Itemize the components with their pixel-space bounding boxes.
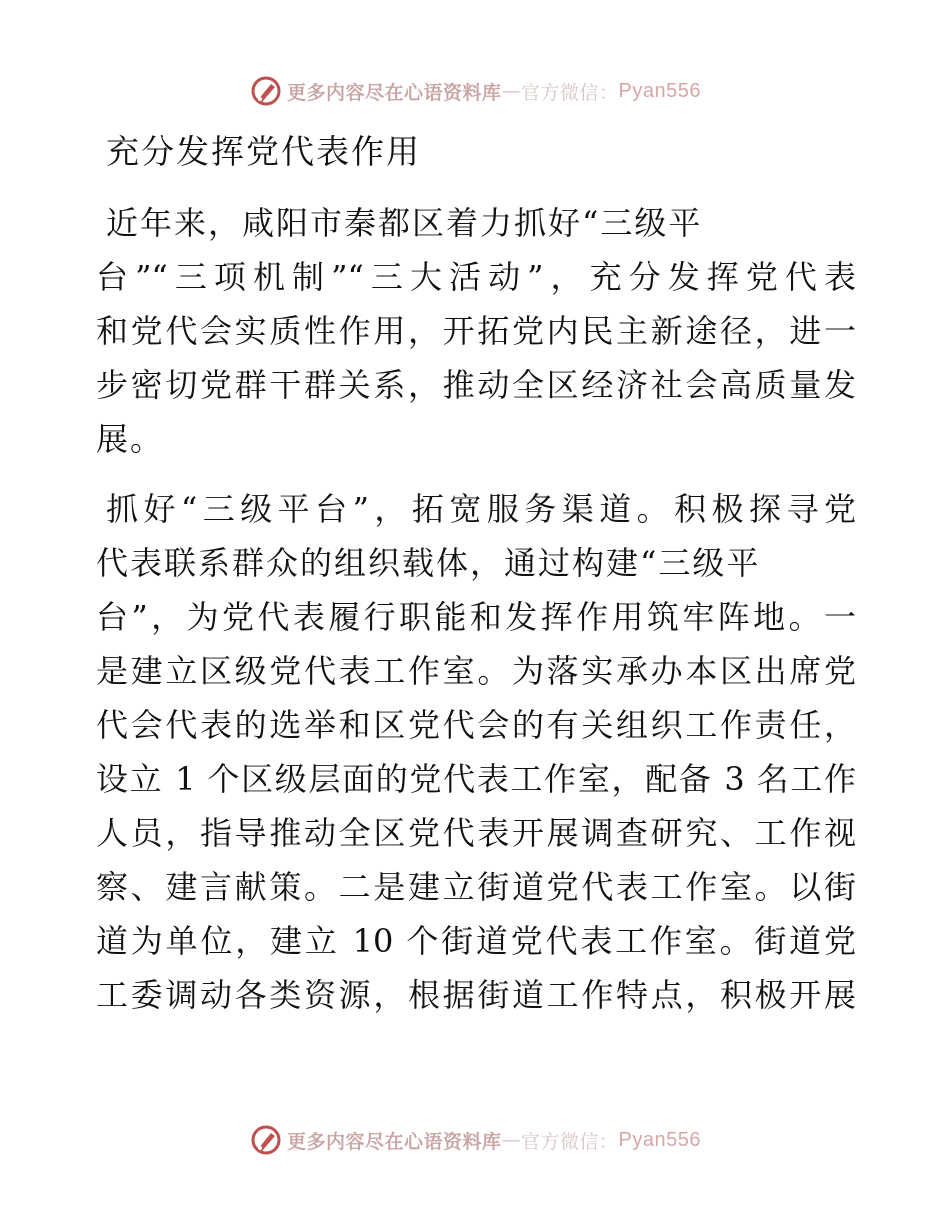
text-line: 是建立区级党代表工作室。为落实承办本区出席党 — [96, 652, 856, 690]
pen-logo-icon — [249, 74, 283, 108]
text-line: 道为单位，建立 10 个街道党代表工作室。街道党 — [96, 922, 856, 960]
paragraph — [96, 196, 856, 466]
watermark-text: 更多内容尽在心语资料库 — [287, 81, 502, 104]
text-line: 工委调动各类资源，根据街道工作特点，积极开展 — [96, 976, 856, 1014]
text-line: 代会代表的选举和区党代会的有关组织工作责任， — [96, 706, 856, 744]
document-title: 充分发挥党代表作用 — [106, 132, 421, 171]
watermark-id: Pyan556 — [618, 1128, 701, 1151]
text-line: 步密切党群干群关系，推动全区经济社会高质量发 — [96, 366, 856, 404]
watermark-dash: — — [501, 1129, 522, 1151]
watermark-text: 更多内容尽在心语资料库 — [287, 1130, 502, 1153]
watermark-official-label: 官方微信： — [521, 81, 619, 104]
text-line: 人员，指导推动全区党代表开展调查研究、工作视 — [96, 814, 856, 852]
text-line: 抓好“三级平台”，拓宽服务渠道。积极探寻党 — [106, 490, 856, 528]
text-line: 设立 1 个区级层面的党代表工作室，配备 3 名工作 — [96, 760, 856, 798]
paragraph — [96, 482, 856, 1022]
text-line: 近年来，咸阳市秦都区着力抓好“三级平 — [106, 204, 703, 242]
text-line: 台”“三项机制”“三大活动”，充分发挥党代表 — [96, 258, 856, 296]
document-body — [96, 196, 856, 1038]
pen-logo-icon — [249, 1123, 283, 1157]
text-line: 和党代会实质性作用，开拓党内民主新途径，进一 — [96, 312, 856, 350]
watermark-official-label: 官方微信： — [521, 1130, 619, 1153]
text-line: 代表联系群众的组织载体，通过构建“三级平 — [96, 544, 761, 582]
footer-watermark — [0, 1120, 950, 1160]
text-line: 展。 — [96, 420, 165, 458]
text-line: 台”，为党代表履行职能和发挥作用筑牢阵地。一 — [96, 598, 856, 636]
header-watermark — [0, 71, 950, 111]
watermark-dash: — — [501, 80, 522, 102]
text-line: 察、建言献策。二是建立街道党代表工作室。以街 — [96, 868, 856, 906]
watermark-id: Pyan556 — [618, 79, 701, 102]
